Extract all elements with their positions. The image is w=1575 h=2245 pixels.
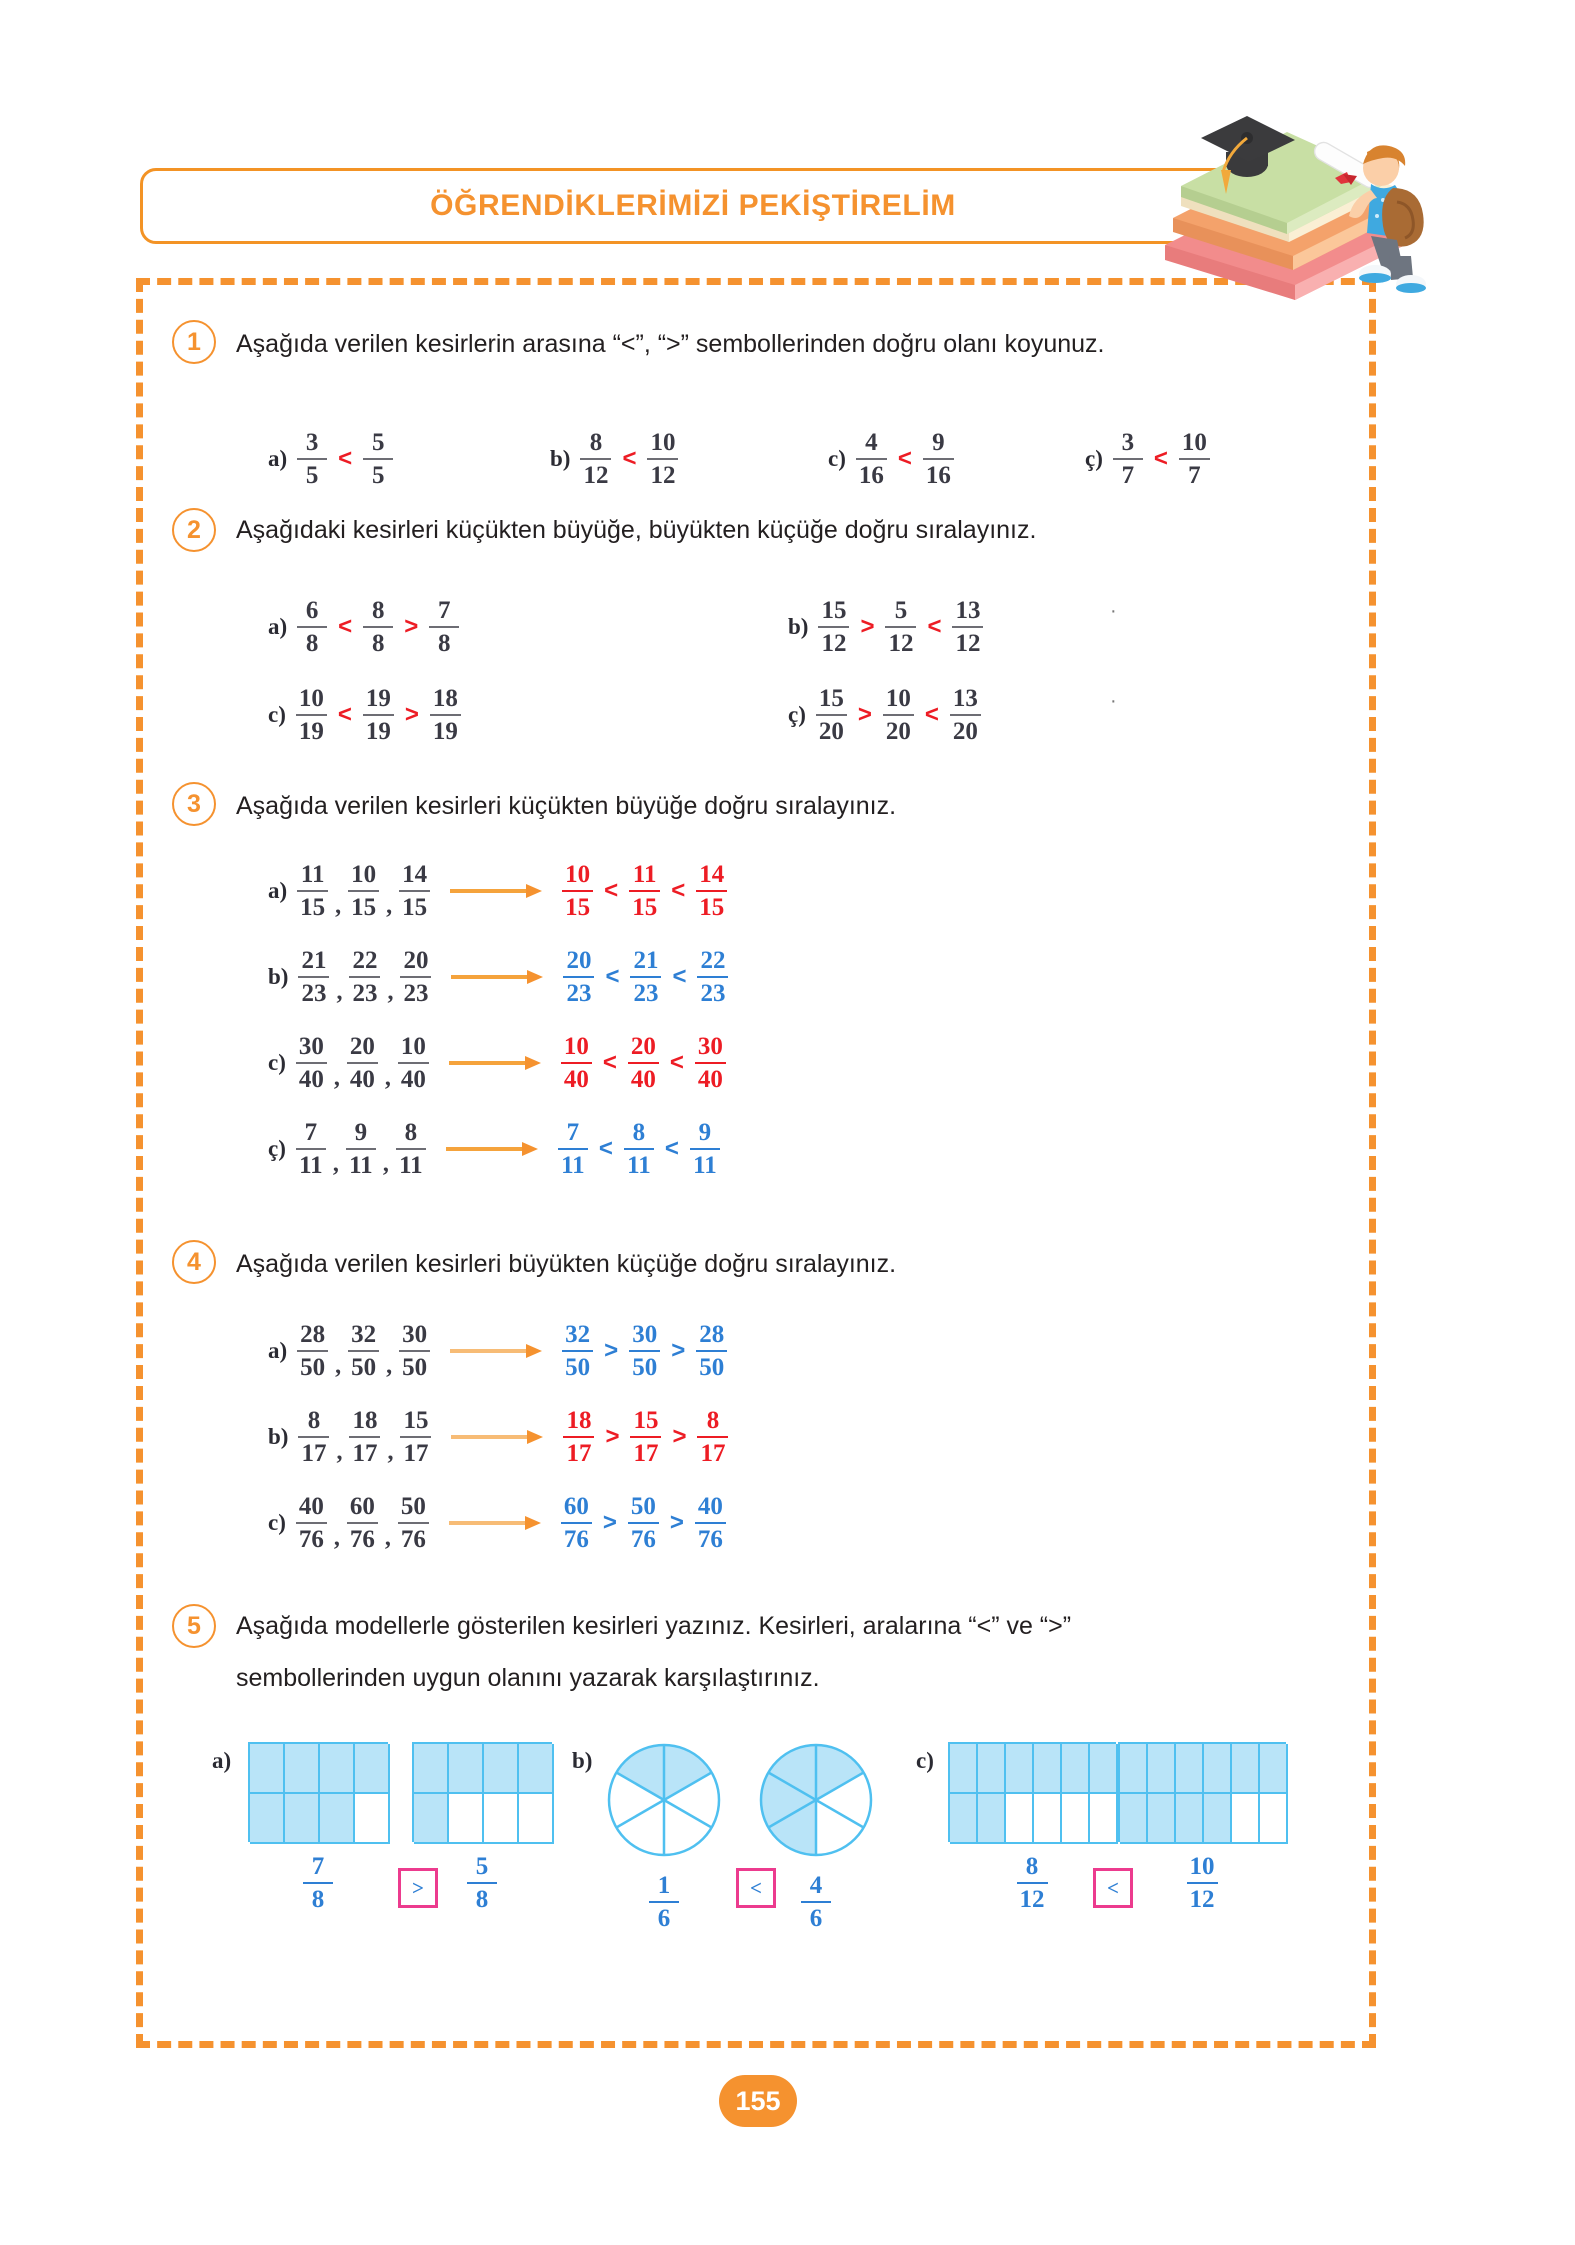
q1-row-b xyxy=(550,430,678,488)
model-cell xyxy=(484,1794,519,1844)
model-cell xyxy=(1062,1794,1090,1844)
model-cell xyxy=(1034,1794,1062,1844)
fraction-bar xyxy=(923,458,954,460)
separator: , xyxy=(384,1525,391,1551)
model-label-a: a) xyxy=(212,1748,232,1773)
fraction-bar xyxy=(883,714,914,716)
model-cell xyxy=(1090,1794,1118,1844)
fraction: $\frac{9}{16}$ xyxy=(923,430,954,488)
fraction-answer: $\frac{21}{23}$ xyxy=(630,948,661,1006)
fraction: $\frac{19}{19}$ xyxy=(363,686,394,744)
fraction: $\frac{8}{8}$ xyxy=(363,598,393,656)
arrow-right-icon xyxy=(446,1141,538,1157)
separator: , xyxy=(333,1525,340,1551)
fraction: $\frac{5}{5}$ xyxy=(363,430,393,488)
fraction: $\frac{7}{8}$ xyxy=(429,598,459,656)
fraction: $\frac{11}{15}$ xyxy=(297,862,328,920)
fraction-answer: $\frac{10}{15}$ xyxy=(562,862,593,920)
model-label-b: b) xyxy=(572,1748,593,1773)
model-cell xyxy=(285,1794,320,1844)
q4-row-b xyxy=(268,1408,728,1466)
fraction-bar xyxy=(363,458,393,460)
model-cell xyxy=(484,1744,519,1794)
model-cell xyxy=(1120,1794,1148,1844)
separator: , xyxy=(382,1151,389,1177)
fraction: $\frac{10}{15}$ xyxy=(348,862,379,920)
fraction-bar xyxy=(297,458,327,460)
arrow-right-icon xyxy=(451,1429,543,1445)
comparison-operator: > xyxy=(605,1423,620,1450)
fraction-answer: $\frac{10}{40}$ xyxy=(561,1034,592,1092)
model-cell xyxy=(519,1744,554,1794)
arrow-right-icon xyxy=(450,883,542,899)
question-text-5-line2: sembollerinden uygun olanını yazarak karşılaştırınız. xyxy=(236,1664,820,1692)
fraction-answer: $\frac{20}{40}$ xyxy=(628,1034,659,1092)
fraction: $\frac{22}{23}$ xyxy=(349,948,380,1006)
item-label: b) xyxy=(788,614,809,639)
q1-row-c-cedilla xyxy=(1085,430,1210,488)
comparison-operator: > xyxy=(404,701,419,728)
comparison-operator: < xyxy=(598,1135,613,1162)
model-a-left xyxy=(248,1742,388,1912)
item-label: a) xyxy=(268,446,288,471)
item-label: c) xyxy=(268,1050,286,1075)
q1-row-a xyxy=(268,430,393,488)
q2-row-c xyxy=(268,686,461,744)
fraction: $\frac{18}{17}$ xyxy=(349,1408,380,1466)
fraction-answer: $\frac{30}{40}$ xyxy=(695,1034,726,1092)
fraction-answer: $\frac{28}{50}$ xyxy=(696,1322,727,1380)
model-cell xyxy=(414,1794,449,1844)
fraction-answer: $\frac{22}{23}$ xyxy=(697,948,728,1006)
separator: , xyxy=(336,1439,343,1465)
item-label: a) xyxy=(268,614,288,639)
section-banner xyxy=(140,168,1246,244)
fraction: $\frac{13}{20}$ xyxy=(950,686,981,744)
model-cell xyxy=(449,1794,484,1844)
comparison-operator: < xyxy=(897,445,912,472)
fraction-bar xyxy=(885,626,916,628)
model-cell xyxy=(285,1744,320,1794)
model-fraction-b-left: $\frac{1}{6}$ xyxy=(649,1873,679,1931)
model-cell xyxy=(250,1794,285,1844)
model-cell xyxy=(1090,1744,1118,1794)
question-number-5: 5 xyxy=(172,1604,216,1648)
fraction: $\frac{32}{50}$ xyxy=(348,1322,379,1380)
fraction: $\frac{15}{12}$ xyxy=(818,598,849,656)
separator: , xyxy=(387,979,394,1005)
fraction-answer: $\frac{11}{15}$ xyxy=(629,862,660,920)
question-text-5-line1: Aşağıda modellerle gösterilen kesirleri yazınız. Kesirleri, aralarına “<” ve “>” xyxy=(236,1612,1072,1640)
pie-model-icon xyxy=(756,1740,876,1860)
fraction: $\frac{30}{50}$ xyxy=(399,1322,430,1380)
fraction: $\frac{8}{12}$ xyxy=(580,430,611,488)
fraction-bar xyxy=(363,626,393,628)
separator: , xyxy=(336,979,343,1005)
comparison-operator: < xyxy=(669,1049,684,1076)
fraction-answer: $\frac{14}{15}$ xyxy=(696,862,727,920)
fraction-answer: $\frac{30}{50}$ xyxy=(629,1322,660,1380)
comparison-operator: > xyxy=(672,1423,687,1450)
fraction: $\frac{10}{20}$ xyxy=(883,686,914,744)
q3-row-b-given xyxy=(268,948,728,1006)
fraction: $\frac{60}{76}$ xyxy=(347,1494,378,1552)
model-cell xyxy=(1232,1744,1260,1794)
model-cell xyxy=(1260,1794,1288,1844)
fraction: $\frac{3}{5}$ xyxy=(297,430,327,488)
model-cell xyxy=(1176,1794,1204,1844)
q1-row-c xyxy=(828,430,954,488)
arrow-right-icon xyxy=(449,1515,541,1531)
question-number-2: 2 xyxy=(172,508,216,552)
arrow-right-icon xyxy=(450,1343,542,1359)
answer-box-a[interactable]: > xyxy=(398,1868,438,1908)
model-c-right xyxy=(1118,1742,1286,1912)
model-cell xyxy=(950,1744,978,1794)
q2-row-b xyxy=(788,598,983,656)
books-graduation-illustration xyxy=(1135,60,1435,300)
arrow-right-icon xyxy=(449,1055,541,1071)
model-cell xyxy=(1204,1744,1232,1794)
question-text-4: Aşağıda verilen kesirleri büyükten küçüğe doğru sıralayınız. xyxy=(236,1250,897,1278)
model-cell xyxy=(1120,1744,1148,1794)
comparison-operator: > xyxy=(669,1509,684,1536)
model-cell xyxy=(950,1794,978,1844)
fraction-bar xyxy=(950,714,981,716)
model-cell xyxy=(1006,1794,1034,1844)
question-text-2: Aşağıdaki kesirleri küçükten büyüğe, büyükten küçüğe doğru sıralayınız. xyxy=(236,516,1037,544)
fraction: $\frac{40}{76}$ xyxy=(296,1494,327,1552)
model-cell xyxy=(978,1744,1006,1794)
fraction: $\frac{20}{23}$ xyxy=(400,948,431,1006)
item-label: b) xyxy=(268,1424,289,1449)
separator: , xyxy=(332,1151,339,1177)
model-fraction-a-left: $\frac{7}{8}$ xyxy=(303,1854,333,1912)
page-title: ÖĞRENDİKLERİMİZİ PEKİŞTİRELİM xyxy=(430,189,956,222)
model-cell xyxy=(978,1794,1006,1844)
separator: , xyxy=(335,1353,342,1379)
fraction-answer: $\frac{32}{50}$ xyxy=(562,1322,593,1380)
model-cell xyxy=(414,1744,449,1794)
fraction: $\frac{20}{40}$ xyxy=(347,1034,378,1092)
model-fraction-b-right: $\frac{4}{6}$ xyxy=(801,1873,831,1931)
separator: , xyxy=(386,893,393,919)
guide-dash-2: · xyxy=(1110,690,1117,712)
separator: , xyxy=(333,1065,340,1091)
model-b-left xyxy=(604,1740,724,1931)
fraction-bar xyxy=(580,458,611,460)
model-cell xyxy=(1006,1744,1034,1794)
comparison-operator: > xyxy=(671,1337,686,1364)
fraction: $\frac{10}{40}$ xyxy=(398,1034,429,1092)
fraction: $\frac{6}{8}$ xyxy=(297,598,327,656)
fraction-bar xyxy=(816,714,847,716)
fraction-bar xyxy=(818,626,849,628)
model-cell xyxy=(1034,1744,1062,1794)
comparison-operator: < xyxy=(672,963,687,990)
item-label: c) xyxy=(268,702,286,727)
item-label: a) xyxy=(268,1338,288,1363)
fraction: $\frac{13}{12}$ xyxy=(952,598,983,656)
arrow-right-icon xyxy=(451,969,543,985)
question-number-4: 4 xyxy=(172,1240,216,1284)
fraction-bar xyxy=(297,626,327,628)
fraction-bar xyxy=(430,714,461,716)
model-c-left xyxy=(948,1742,1116,1912)
fraction-answer: $\frac{7}{11}$ xyxy=(558,1120,588,1178)
model-cell xyxy=(1148,1744,1176,1794)
question-number-1: 1 xyxy=(172,320,216,364)
fraction: $\frac{28}{50}$ xyxy=(297,1322,328,1380)
comparison-operator: > xyxy=(404,613,419,640)
comparison-operator: < xyxy=(338,445,353,472)
model-cell xyxy=(355,1744,390,1794)
comparison-operator: < xyxy=(671,877,686,904)
question-text-1: Aşağıda verilen kesirlerin arasına “<”, “>” sembollerinden doğru olanı koyunuz. xyxy=(236,330,1105,358)
model-label-c: c) xyxy=(916,1748,934,1773)
fraction-bar xyxy=(1179,458,1210,460)
model-cell xyxy=(250,1744,285,1794)
fraction-answer: $\frac{8}{17}$ xyxy=(697,1408,728,1466)
fraction: $\frac{7}{11}$ xyxy=(296,1120,326,1178)
item-label: b) xyxy=(268,964,289,989)
model-cell xyxy=(1148,1794,1176,1844)
fraction-answer: $\frac{40}{76}$ xyxy=(695,1494,726,1552)
fraction-answer: $\frac{60}{76}$ xyxy=(561,1494,592,1552)
model-cell xyxy=(449,1744,484,1794)
fraction-bar xyxy=(647,458,678,460)
comparison-operator: > xyxy=(860,613,875,640)
model-cell xyxy=(519,1794,554,1844)
comparison-operator: < xyxy=(604,877,619,904)
model-cell xyxy=(320,1744,355,1794)
model-cell xyxy=(1232,1794,1260,1844)
fraction: $\frac{8}{11}$ xyxy=(396,1120,426,1178)
model-fraction-a-right: $\frac{5}{8}$ xyxy=(467,1854,497,1912)
fraction: $\frac{4}{16}$ xyxy=(856,430,887,488)
item-label: c) xyxy=(268,1510,286,1535)
fraction: $\frac{5}{12}$ xyxy=(885,598,916,656)
question-number-3: 3 xyxy=(172,782,216,826)
item-label: a) xyxy=(268,878,288,903)
question-text-3: Aşağıda verilen kesirleri küçükten büyüğe doğru sıralayınız. xyxy=(236,792,897,820)
comparison-operator: > xyxy=(604,1337,619,1364)
q3-row-c-given xyxy=(268,1034,726,1092)
model-cell xyxy=(1204,1794,1232,1844)
q4-row-a xyxy=(268,1322,727,1380)
comparison-operator: < xyxy=(664,1135,679,1162)
fraction: $\frac{50}{76}$ xyxy=(398,1494,429,1552)
q3-row-c-cedilla-given xyxy=(268,1120,720,1178)
fraction: $\frac{15}{20}$ xyxy=(816,686,847,744)
model-a-right xyxy=(412,1742,552,1912)
fraction: $\frac{30}{40}$ xyxy=(296,1034,327,1092)
fraction: $\frac{10}{19}$ xyxy=(296,686,327,744)
model-cell xyxy=(320,1794,355,1844)
separator: , xyxy=(386,1353,393,1379)
q2-row-c-cedilla xyxy=(788,686,981,744)
model-fraction-c-right: $\frac{10}{12}$ xyxy=(1187,1854,1218,1912)
comparison-operator: < xyxy=(602,1049,617,1076)
fraction-bar xyxy=(1113,458,1143,460)
fraction: $\frac{14}{15}$ xyxy=(399,862,430,920)
answer-box-b[interactable]: < xyxy=(736,1868,776,1908)
guide-dash-1: · xyxy=(1110,600,1117,622)
comparison-operator: < xyxy=(927,613,942,640)
item-label: b) xyxy=(550,446,571,471)
fraction: $\frac{8}{17}$ xyxy=(298,1408,329,1466)
fraction: $\frac{15}{17}$ xyxy=(400,1408,431,1466)
separator: , xyxy=(335,893,342,919)
comparison-operator: < xyxy=(338,613,353,640)
page-number-badge: 155 xyxy=(719,2075,797,2127)
fraction-bar xyxy=(952,626,983,628)
fraction-bar xyxy=(296,714,327,716)
fraction: $\frac{21}{23}$ xyxy=(298,948,329,1006)
fraction-answer: $\frac{50}{76}$ xyxy=(628,1494,659,1552)
item-label: ç) xyxy=(788,702,806,727)
q2-row-a xyxy=(268,598,459,656)
model-cell xyxy=(1062,1744,1090,1794)
q4-row-c xyxy=(268,1494,726,1552)
comparison-operator: < xyxy=(605,963,620,990)
fraction-answer: $\frac{9}{11}$ xyxy=(690,1120,720,1178)
item-label: c) xyxy=(828,446,846,471)
fraction: $\frac{18}{19}$ xyxy=(430,686,461,744)
separator: , xyxy=(384,1065,391,1091)
comparison-operator: < xyxy=(1153,445,1168,472)
separator: , xyxy=(387,1439,394,1465)
model-b-right xyxy=(756,1740,876,1931)
model-fraction-c-left: $\frac{8}{12}$ xyxy=(1017,1854,1048,1912)
fraction: $\frac{9}{11}$ xyxy=(346,1120,376,1178)
item-label: ç) xyxy=(1085,446,1103,471)
pie-model-icon xyxy=(604,1740,724,1860)
comparison-operator: < xyxy=(622,445,637,472)
item-label: ç) xyxy=(268,1136,286,1161)
fraction-answer: $\frac{20}{23}$ xyxy=(563,948,594,1006)
fraction: $\frac{3}{7}$ xyxy=(1113,430,1143,488)
fraction-answer: $\frac{8}{11}$ xyxy=(624,1120,654,1178)
q3-row-a-given xyxy=(268,862,727,920)
fraction-answer: $\frac{15}{17}$ xyxy=(630,1408,661,1466)
model-cell xyxy=(1260,1744,1288,1794)
fraction-bar xyxy=(856,458,887,460)
answer-box-c[interactable]: < xyxy=(1093,1868,1133,1908)
fraction: $\frac{10}{12}$ xyxy=(647,430,678,488)
comparison-operator: > xyxy=(857,701,872,728)
comparison-operator: > xyxy=(602,1509,617,1536)
comparison-operator: < xyxy=(337,701,352,728)
fraction: $\frac{10}{7}$ xyxy=(1179,430,1210,488)
model-cell xyxy=(1176,1744,1204,1794)
fraction-bar xyxy=(429,626,459,628)
fraction-answer: $\frac{18}{17}$ xyxy=(563,1408,594,1466)
model-cell xyxy=(355,1794,390,1844)
comparison-operator: < xyxy=(924,701,939,728)
fraction-bar xyxy=(363,714,394,716)
